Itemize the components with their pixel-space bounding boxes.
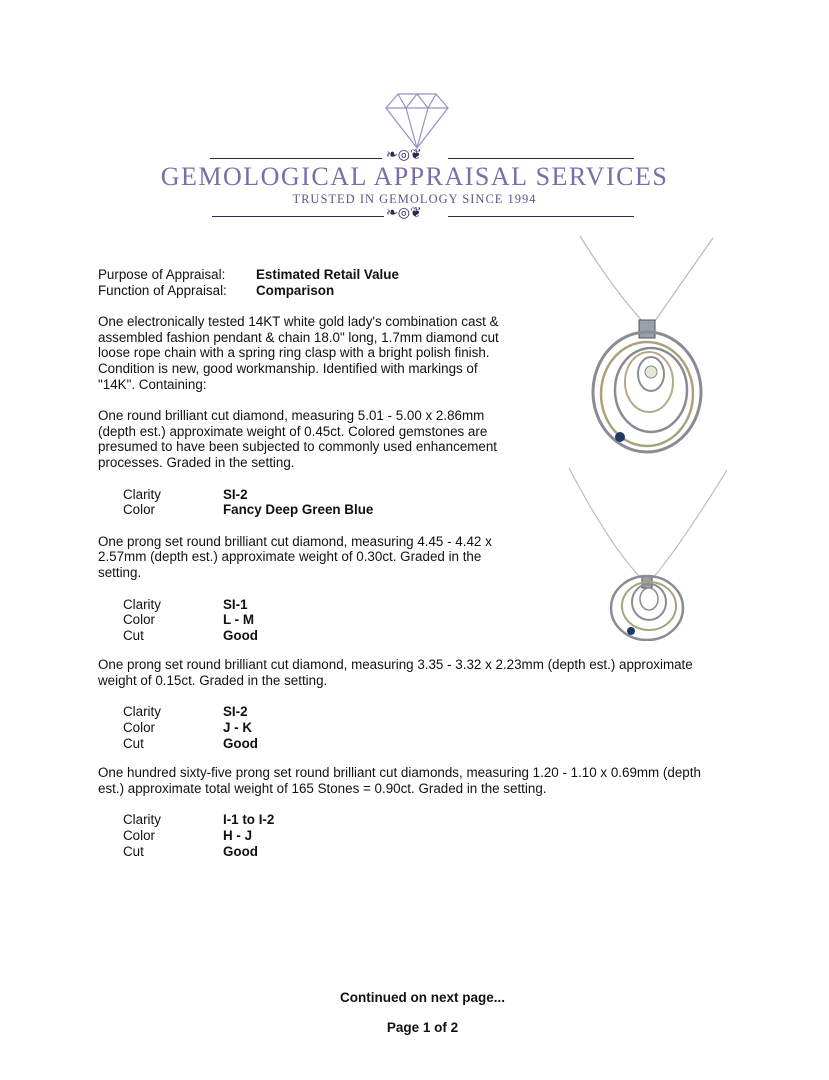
company-logo: [0, 88, 829, 228]
spec-value: J - K: [223, 720, 253, 736]
spec-label: Cut: [123, 843, 144, 859]
spec-value: I-1 to I-2: [223, 812, 275, 828]
stone-specs: [123, 704, 718, 751]
function-row: [98, 283, 718, 299]
spec-label: Color: [123, 828, 155, 844]
stone-description: One hundred sixty-five prong set round brilliant cut diamonds, measuring 1.20 - 1.10 x 0.69mm (depth est.) approximate total weight of 165 Stones = 0.90ct. Graded in the setting.: [98, 765, 701, 796]
continued-note: Continued on next page...: [340, 990, 505, 1005]
spec-value: SI-2: [223, 704, 248, 720]
purpose-value: Estimated Retail Value: [256, 267, 399, 282]
stone-specs: [123, 812, 718, 859]
spec-label: Clarity: [123, 486, 161, 502]
appraisal-body: [98, 267, 718, 859]
purpose-row: [98, 267, 718, 283]
stone-description: One round brilliant cut diamond, measuring 5.01 - 5.00 x 2.86mm (depth est.) approximate weight of 0.45ct. Colored gemstones are presumed to have been subjected to commonly used enhancement processes. Graded in the setting.: [98, 408, 497, 470]
spec-label: Color: [123, 502, 155, 518]
spec-value: Fancy Deep Green Blue: [223, 502, 374, 518]
spec-label: Clarity: [123, 596, 161, 612]
spec-value: H - J: [223, 828, 253, 844]
purpose-label: Purpose of Appraisal:: [98, 267, 226, 282]
item-description: One electronically tested 14KT white gold lady's combination cast & assembled fashion pendant & chain 18.0" long, 1.7mm diamond cut loose rope chain with a spring ring clasp with a bright polish finish. Condition is new, good workmanship. Identified with markings of "14K". Containing:: [98, 314, 499, 392]
spec-label: Cut: [123, 627, 144, 643]
page-number: Page 1 of 2: [386, 1020, 459, 1035]
spec-value: L - M: [223, 612, 254, 628]
spec-value: Good: [223, 843, 258, 859]
spec-value: Good: [223, 627, 258, 643]
spec-label: Color: [123, 720, 155, 736]
company-name: GEMOLOGICAL APPRAISAL SERVICES: [160, 162, 669, 191]
scroll-ornament: ❧◎❦: [386, 205, 422, 221]
spec-label: Clarity: [123, 812, 161, 828]
company-tagline: TRUSTED IN GEMOLOGY SINCE 1994: [292, 192, 537, 206]
spec-label: Cut: [123, 735, 144, 751]
function-value: Comparison: [256, 282, 335, 298]
stone-specs: [123, 487, 718, 518]
spec-value: SI-2: [223, 486, 248, 502]
stone-description: One prong set round brilliant cut diamond, measuring 3.35 - 3.32 x 2.23mm (depth est.) approximate weight of 0.15ct. Graded in the setting.: [98, 657, 693, 688]
spec-value: SI-1: [223, 596, 248, 612]
spec-value: Good: [223, 735, 258, 751]
scroll-ornament: ❧◎❦: [386, 147, 422, 163]
stone-specs: [123, 597, 718, 644]
spec-label: Clarity: [123, 704, 161, 720]
spec-label: Color: [123, 612, 155, 628]
function-label: Function of Appraisal:: [98, 282, 227, 298]
diamond-icon: [384, 92, 450, 150]
stone-description: One prong set round brilliant cut diamond, measuring 4.45 - 4.42 x 2.57mm (depth est.) approximate weight of 0.30ct. Graded in the setting.: [98, 533, 492, 580]
